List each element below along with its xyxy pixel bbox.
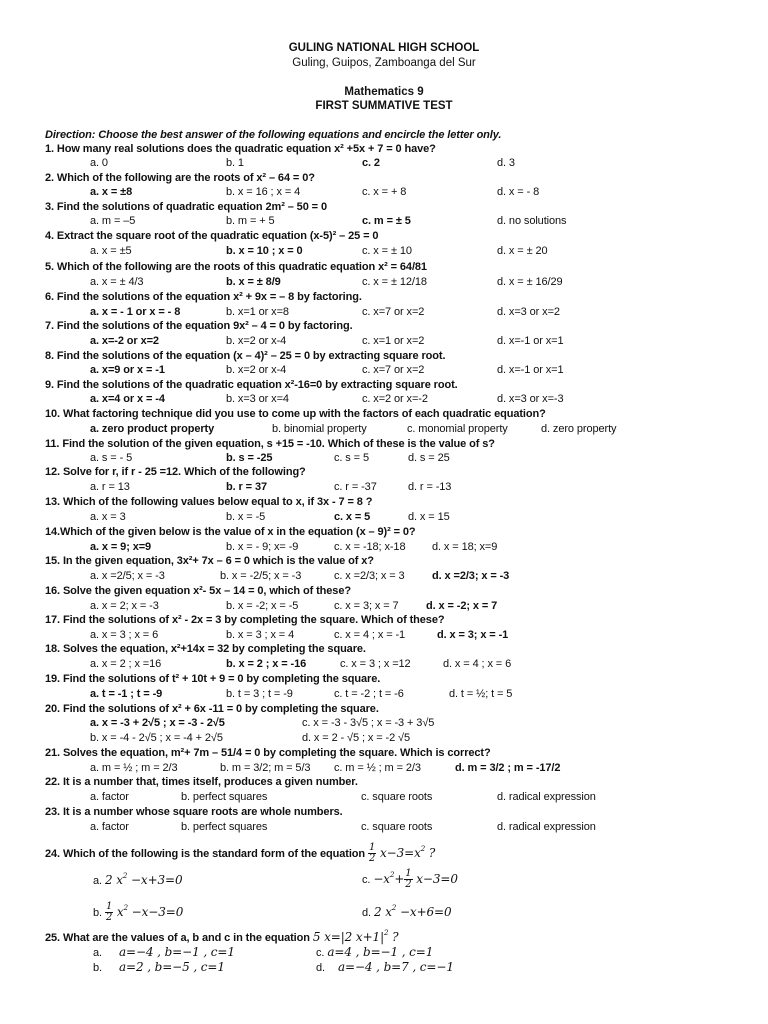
question-13: 13. Which of the following values below equal to x, if 3x - 7 = 8 ? bbox=[45, 496, 373, 508]
q20-option-d: d. x = 2 - √5 ; x = -2 √5 bbox=[302, 732, 411, 744]
q16-option-d: d. x = -2; x = 7 bbox=[426, 600, 498, 612]
q1-option-b: b. 1 bbox=[226, 157, 244, 169]
q24-option-c: c. $-x^2+$ $\frac{1}{2}$ x−3=0 bbox=[362, 868, 458, 890]
question-24: 24. Which of the following is the standard form of the equation $\frac{1}{2}$ $x-3=x^2$ ? bbox=[45, 842, 436, 864]
q23-option-d: d. radical expression bbox=[497, 821, 596, 833]
question-21: 21. Solves the equation, m²+ 7m – 51/4 = 0 by completing the square. Which is correct? bbox=[45, 747, 491, 759]
question-8: 8. Find the solutions of the equation (x – 4)² – 25 = 0 by extracting square root. bbox=[45, 350, 446, 362]
q17-option-b: b. x = 3 ; x = 4 bbox=[226, 629, 295, 641]
q24-option-b: b. $\frac{1}{2}$ $x^2 -x-3=0$ bbox=[93, 901, 184, 923]
q1-option-a: a. 0 bbox=[90, 157, 108, 169]
q2-option-c: c. x = + 8 bbox=[362, 186, 407, 198]
q14-option-d: d. x = 18; x=9 bbox=[432, 541, 498, 553]
q6-option-b: b. x=1 or x=8 bbox=[226, 306, 289, 318]
q4-option-b: b. x = 10 ; x = 0 bbox=[226, 245, 303, 257]
q6-option-d: d. x=3 or x=2 bbox=[497, 306, 560, 318]
q20-option-c: c. x = -3 - 3√5 ; x = -3 + 3√5 bbox=[302, 717, 435, 729]
question-14: 14.Which of the given below is the value of x in the equation (x – 9)² = 0? bbox=[45, 526, 416, 538]
q18-option-a: a. x = 2 ; x =16 bbox=[90, 658, 162, 670]
q3-option-d: d. no solutions bbox=[497, 215, 567, 227]
q15-option-c: c. x =2/3; x = 3 bbox=[334, 570, 405, 582]
q20-option-b: b. x = -4 - 2√5 ; x = -4 + 2√5 bbox=[90, 732, 223, 744]
question-6: 6. Find the solutions of the equation x² + 9x = – 8 by factoring. bbox=[45, 291, 362, 303]
q7-option-a: a. x=-2 or x=2 bbox=[90, 335, 159, 347]
q10-option-a: a. zero product property bbox=[90, 423, 215, 435]
q8-option-b: b. x=2 or x-4 bbox=[226, 364, 287, 376]
q4-option-d: d. x = ± 20 bbox=[497, 245, 548, 257]
q13-option-b: b. x = -5 bbox=[226, 511, 266, 523]
q9-option-a: a. x=4 or x = -4 bbox=[90, 393, 165, 405]
q16-option-b: b. x = -2; x = -5 bbox=[226, 600, 299, 612]
question-11: 11. Find the solution of the given equation, s +15 = -10. Which of these is the value of s? bbox=[45, 438, 495, 450]
q25-option-d: d. a=−4 , b=7 , c=−1 bbox=[316, 960, 454, 974]
q25-option-b: b. a=2 , b=−5 , c=1 bbox=[93, 960, 225, 974]
q5-option-a: a. x = ± 4/3 bbox=[90, 276, 144, 288]
q13-option-a: a. x = 3 bbox=[90, 511, 126, 523]
question-4: 4. Extract the square root of the quadratic equation (x-5)² – 25 = 0 bbox=[45, 230, 379, 242]
q25-equation: 5 x=|2 $x+1|^2$ ? bbox=[312, 929, 399, 944]
q10-option-b: b. binomial property bbox=[272, 423, 367, 435]
q19-option-d: d. t = ½; t = 5 bbox=[449, 688, 513, 700]
q11-option-c: c. s = 5 bbox=[334, 452, 369, 464]
q5-option-d: d. x = ± 16/29 bbox=[497, 276, 563, 288]
question-25: 25. What are the values of a, b and c in the equation 5 x=|2 $x+1|^2$ ? bbox=[45, 929, 399, 944]
q19-option-b: b. t = 3 ; t = -9 bbox=[226, 688, 293, 700]
q12-option-b: b. r = 37 bbox=[226, 481, 267, 493]
q7-option-d: d. x=-1 or x=1 bbox=[497, 335, 564, 347]
q10-option-d: d. zero property bbox=[541, 423, 617, 435]
question-15: 15. In the given equation, 3x²+ 7x – 6 = 0 which is the value of x? bbox=[45, 555, 374, 567]
q2-option-b: b. x = 16 ; x = 4 bbox=[226, 186, 301, 198]
q7-option-c: c. x=1 or x=2 bbox=[362, 335, 425, 347]
q19-option-c: c. t = -2 ; t = -6 bbox=[334, 688, 404, 700]
q19-option-a: a. t = -1 ; t = -9 bbox=[90, 688, 163, 700]
question-19: 19. Find the solutions of t² + 10t + 9 = 0 by completing the square. bbox=[45, 673, 381, 685]
question-5: 5. Which of the following are the roots of this quadratic equation x² = 64/81 bbox=[45, 261, 427, 273]
q1-option-c: c. 2 bbox=[362, 157, 380, 169]
q18-option-d: d. x = 4 ; x = 6 bbox=[443, 658, 512, 670]
question-20: 20. Find the solutions of x² + 6x -11 = 0 by completing the square. bbox=[45, 703, 379, 715]
q12-option-c: c. r = -37 bbox=[334, 481, 377, 493]
q14-option-c: c. x = -18; x-18 bbox=[334, 541, 406, 553]
q23-option-c: c. square roots bbox=[361, 821, 433, 833]
q16-option-c: c. x = 3; x = 7 bbox=[334, 600, 399, 612]
q14-option-a: a. x = 9; x=9 bbox=[90, 541, 152, 553]
subject-title: Mathematics 9 bbox=[344, 86, 424, 98]
question-22: 22. It is a number that, times itself, produces a given number. bbox=[45, 776, 358, 788]
q17-option-a: a. x = 3 ; x = 6 bbox=[90, 629, 159, 641]
q8-option-c: c. x=7 or x=2 bbox=[362, 364, 425, 376]
q5-option-b: b. x = ± 8/9 bbox=[226, 276, 281, 288]
q25-option-a: a. a=−4 , b=−1 , c=1 bbox=[93, 945, 235, 959]
question-18: 18. Solves the equation, x²+14x = 32 by completing the square. bbox=[45, 643, 366, 655]
q18-option-b: b. x = 2 ; x = -16 bbox=[226, 658, 307, 670]
question-1: 1. How many real solutions does the quadratic equation x² +5x + 7 = 0 have? bbox=[45, 143, 436, 155]
question-7: 7. Find the solutions of the equation 9x² – 4 = 0 by factoring. bbox=[45, 320, 353, 332]
q1-option-d: d. 3 bbox=[497, 157, 515, 169]
q23-option-b: b. perfect squares bbox=[181, 821, 268, 833]
question-23: 23. It is a number whose square roots are whole numbers. bbox=[45, 806, 343, 818]
q15-option-a: a. x =2/5; x = -3 bbox=[90, 570, 165, 582]
q9-option-c: c. x=2 or x=-2 bbox=[362, 393, 428, 405]
q21-option-c: c. m = ½ ; m = 2/3 bbox=[334, 762, 421, 774]
q3-option-a: a. m = –5 bbox=[90, 215, 136, 227]
q21-option-b: b. m = 3/2; m = 5/3 bbox=[220, 762, 311, 774]
question-17: 17. Find the solutions of x² - 2x = 3 by completing the square. Which of these? bbox=[45, 614, 445, 626]
question-9: 9. Find the solutions of the quadratic equation x²-16=0 by extracting square root. bbox=[45, 379, 458, 391]
test-title: FIRST SUMMATIVE TEST bbox=[315, 100, 453, 112]
question-10: 10. What factoring technique did you use to come up with the factors of each quadratic equation? bbox=[45, 408, 546, 420]
direction: Direction: Choose the best answer of the following equations and encircle the letter only. bbox=[45, 129, 502, 141]
q6-option-a: a. x = - 1 or x = - 8 bbox=[90, 306, 181, 318]
q13-option-c: c. x = 5 bbox=[334, 511, 371, 523]
q7-option-b: b. x=2 or x-4 bbox=[226, 335, 287, 347]
q22-option-d: d. radical expression bbox=[497, 791, 596, 803]
q22-option-a: a. factor bbox=[90, 791, 129, 803]
q4-option-a: a. x = ±5 bbox=[90, 245, 132, 257]
q14-option-b: b. x = - 9; x= -9 bbox=[226, 541, 299, 553]
q22-option-c: c. square roots bbox=[361, 791, 433, 803]
q9-option-b: b. x=3 or x=4 bbox=[226, 393, 289, 405]
q9-option-d: d. x=3 or x=-3 bbox=[497, 393, 564, 405]
q21-option-a: a. m = ½ ; m = 2/3 bbox=[90, 762, 178, 774]
q12-option-d: d. r = -13 bbox=[408, 481, 452, 493]
q13-option-d: d. x = 15 bbox=[408, 511, 450, 523]
q8-option-a: a. x=9 or x = -1 bbox=[90, 364, 165, 376]
question-2: 2. Which of the following are the roots of x² – 64 = 0? bbox=[45, 172, 315, 184]
q6-option-c: c. x=7 or x=2 bbox=[362, 306, 425, 318]
q3-option-b: b. m = + 5 bbox=[226, 215, 275, 227]
q16-option-a: a. x = 2; x = -3 bbox=[90, 600, 159, 612]
q18-option-c: c. x = 3 ; x =12 bbox=[340, 658, 411, 670]
q12-option-a: a. r = 13 bbox=[90, 481, 130, 493]
q23-option-a: a. factor bbox=[90, 821, 129, 833]
q2-option-d: d. x = - 8 bbox=[497, 186, 540, 198]
school-address: Guling, Guipos, Zamboanga del Sur bbox=[292, 57, 476, 69]
q15-option-d: d. x =2/3; x = -3 bbox=[432, 570, 510, 582]
q24-option-a: a. 2 $x^2 -x+3=0$ bbox=[93, 872, 183, 887]
q11-option-a: a. s = - 5 bbox=[90, 452, 133, 464]
q21-option-d: d. m = 3/2 ; m = -17/2 bbox=[455, 762, 561, 774]
q22-option-b: b. perfect squares bbox=[181, 791, 268, 803]
q24-equation: $\frac{1}{2}$ $x-3=x^2$ ? bbox=[369, 842, 436, 864]
q24-option-d: d. 2 $x^2 -x+6=0$ bbox=[362, 904, 452, 919]
school-name: GULING NATIONAL HIGH SCHOOL bbox=[288, 42, 480, 54]
q17-option-d: d. x = 3; x = -1 bbox=[437, 629, 509, 641]
q11-option-d: d. s = 25 bbox=[408, 452, 450, 464]
q8-option-d: d. x=-1 or x=1 bbox=[497, 364, 564, 376]
question-16: 16. Solve the given equation x²- 5x – 14 = 0, which of these? bbox=[45, 585, 351, 597]
q15-option-b: b. x = -2/5; x = -3 bbox=[220, 570, 302, 582]
q11-option-b: b. s = -25 bbox=[226, 452, 273, 464]
question-3: 3. Find the solutions of quadratic equation 2m² – 50 = 0 bbox=[45, 201, 327, 213]
q2-option-a: a. x = ±8 bbox=[90, 186, 133, 198]
q25-option-c: c. a=4 , b=−1 , c=1 bbox=[316, 945, 434, 959]
q3-option-c: c. m = ± 5 bbox=[362, 215, 411, 227]
q20-option-a: a. x = -3 + 2√5 ; x = -3 - 2√5 bbox=[90, 717, 225, 729]
q4-option-c: c. x = ± 10 bbox=[362, 245, 412, 257]
q5-option-c: c. x = ± 12/18 bbox=[362, 276, 427, 288]
q10-option-c: c. monomial property bbox=[407, 423, 508, 435]
q17-option-c: c. x = 4 ; x = -1 bbox=[334, 629, 406, 641]
question-12: 12. Solve for r, if r - 25 =12. Which of the following? bbox=[45, 466, 306, 478]
